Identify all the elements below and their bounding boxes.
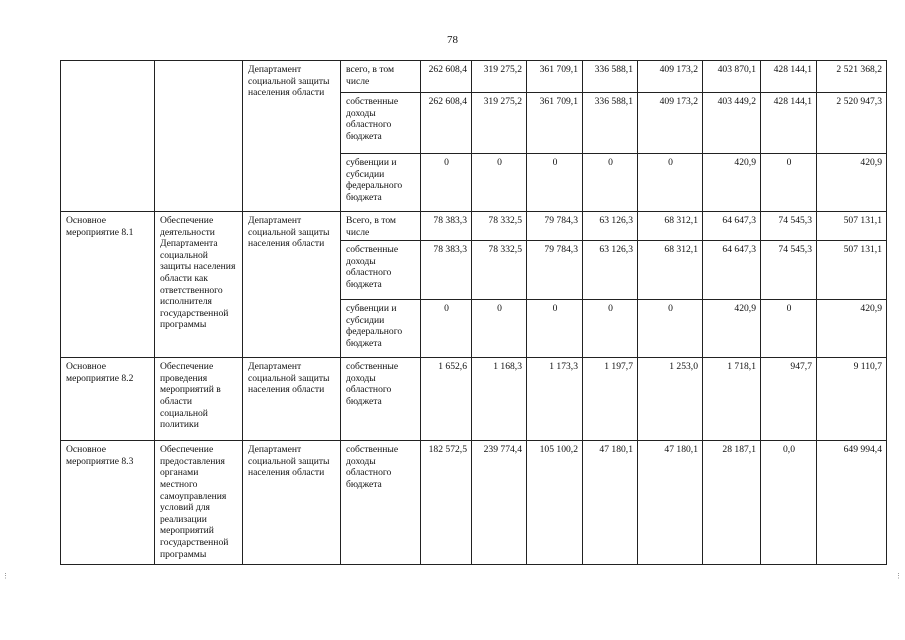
amount-cell: 0 xyxy=(583,154,638,212)
amount-cell: 74 545,3 xyxy=(761,212,817,241)
amount-cell: 409 173,2 xyxy=(638,93,703,154)
executor-cell: Департамент социальной защиты населения области xyxy=(243,441,341,565)
amount-cell: 0 xyxy=(421,154,472,212)
amount-cell: 105 100,2 xyxy=(527,441,583,565)
amount-cell: 507 131,1 xyxy=(817,212,887,241)
amount-cell: 0,0 xyxy=(761,441,817,565)
amount-cell: 409 173,2 xyxy=(638,61,703,93)
funding-source-cell: субвенции и субсидии федерального бюджета xyxy=(341,300,421,358)
amount-cell: 262 608,4 xyxy=(421,61,472,93)
amount-cell: 64 647,3 xyxy=(703,241,761,300)
amount-cell: 1 253,0 xyxy=(638,358,703,441)
activity-number-cell xyxy=(61,61,155,212)
amount-cell: 239 774,4 xyxy=(472,441,527,565)
amount-cell: 649 994,4 xyxy=(817,441,887,565)
amount-cell: 1 197,7 xyxy=(583,358,638,441)
activity-number-cell: Основное мероприятие 8.3 xyxy=(61,441,155,565)
amount-cell: 2 521 368,2 xyxy=(817,61,887,93)
amount-cell: 0 xyxy=(638,300,703,358)
table-row xyxy=(61,212,887,241)
amount-cell: 420,9 xyxy=(817,154,887,212)
amount-cell: 0 xyxy=(761,300,817,358)
amount-cell: 428 144,1 xyxy=(761,61,817,93)
funding-source-cell: всего, в том числе xyxy=(341,61,421,93)
amount-cell: 79 784,3 xyxy=(527,241,583,300)
amount-cell: 403 870,1 xyxy=(703,61,761,93)
amount-cell: 361 709,1 xyxy=(527,61,583,93)
activity-name-cell: Обеспечение предоставления органами местного самоуправления условий для реализации мероприятий государственной программы xyxy=(155,441,243,565)
executor-cell: Департамент социальной защиты населения области xyxy=(243,212,341,358)
funding-source-cell: собственные доходы областного бюджета xyxy=(341,241,421,300)
activity-name-cell xyxy=(155,61,243,212)
funding-source-cell: собственные доходы областного бюджета xyxy=(341,441,421,565)
amount-cell: 78 332,5 xyxy=(472,241,527,300)
amount-cell: 64 647,3 xyxy=(703,212,761,241)
executor-cell: Департамент социальной защиты населения области xyxy=(243,358,341,441)
amount-cell: 336 588,1 xyxy=(583,61,638,93)
scan-edge-mark: ⋮ xyxy=(2,572,9,580)
amount-cell: 2 520 947,3 xyxy=(817,93,887,154)
funding-source-cell: субвенции и субсидии федерального бюджета xyxy=(341,154,421,212)
amount-cell: 1 718,1 xyxy=(703,358,761,441)
executor-cell: Департамент социальной защиты населения области xyxy=(243,61,341,212)
amount-cell: 182 572,5 xyxy=(421,441,472,565)
amount-cell: 0 xyxy=(527,300,583,358)
amount-cell: 420,9 xyxy=(817,300,887,358)
amount-cell: 319 275,2 xyxy=(472,61,527,93)
amount-cell: 361 709,1 xyxy=(527,93,583,154)
funding-source-cell: собственные доходы областного бюджета xyxy=(341,93,421,154)
amount-cell: 947,7 xyxy=(761,358,817,441)
amount-cell: 63 126,3 xyxy=(583,241,638,300)
amount-cell: 420,9 xyxy=(703,154,761,212)
amount-cell: 420,9 xyxy=(703,300,761,358)
amount-cell: 47 180,1 xyxy=(638,441,703,565)
amount-cell: 28 187,1 xyxy=(703,441,761,565)
activity-name-cell: Обеспечение деятельности Департамента социальной защиты населения области как ответственного исполнителя государственной программы xyxy=(155,212,243,358)
amount-cell: 0 xyxy=(583,300,638,358)
budget-table xyxy=(60,60,887,565)
amount-cell: 1 173,3 xyxy=(527,358,583,441)
amount-cell: 262 608,4 xyxy=(421,93,472,154)
amount-cell: 0 xyxy=(527,154,583,212)
amount-cell: 79 784,3 xyxy=(527,212,583,241)
table-row xyxy=(61,358,887,441)
amount-cell: 428 144,1 xyxy=(761,93,817,154)
amount-cell: 63 126,3 xyxy=(583,212,638,241)
amount-cell: 0 xyxy=(472,154,527,212)
scan-edge-mark: ⋮ xyxy=(895,572,902,580)
amount-cell: 0 xyxy=(761,154,817,212)
amount-cell: 336 588,1 xyxy=(583,93,638,154)
activity-name-cell: Обеспечение проведения мероприятий в области социальной политики xyxy=(155,358,243,441)
amount-cell: 0 xyxy=(638,154,703,212)
table-row xyxy=(61,441,887,565)
amount-cell: 507 131,1 xyxy=(817,241,887,300)
funding-source-cell: Всего, в том числе xyxy=(341,212,421,241)
amount-cell: 0 xyxy=(421,300,472,358)
amount-cell: 68 312,1 xyxy=(638,241,703,300)
funding-source-cell: собственные доходы областного бюджета xyxy=(341,358,421,441)
amount-cell: 78 383,3 xyxy=(421,212,472,241)
amount-cell: 403 449,2 xyxy=(703,93,761,154)
amount-cell: 47 180,1 xyxy=(583,441,638,565)
amount-cell: 0 xyxy=(472,300,527,358)
table-row xyxy=(61,61,887,93)
amount-cell: 1 168,3 xyxy=(472,358,527,441)
amount-cell: 68 312,1 xyxy=(638,212,703,241)
amount-cell: 74 545,3 xyxy=(761,241,817,300)
amount-cell: 1 652,6 xyxy=(421,358,472,441)
activity-number-cell: Основное мероприятие 8.2 xyxy=(61,358,155,441)
amount-cell: 78 332,5 xyxy=(472,212,527,241)
amount-cell: 319 275,2 xyxy=(472,93,527,154)
page-number: 78 xyxy=(447,34,458,46)
activity-number-cell: Основное мероприятие 8.1 xyxy=(61,212,155,358)
amount-cell: 78 383,3 xyxy=(421,241,472,300)
amount-cell: 9 110,7 xyxy=(817,358,887,441)
